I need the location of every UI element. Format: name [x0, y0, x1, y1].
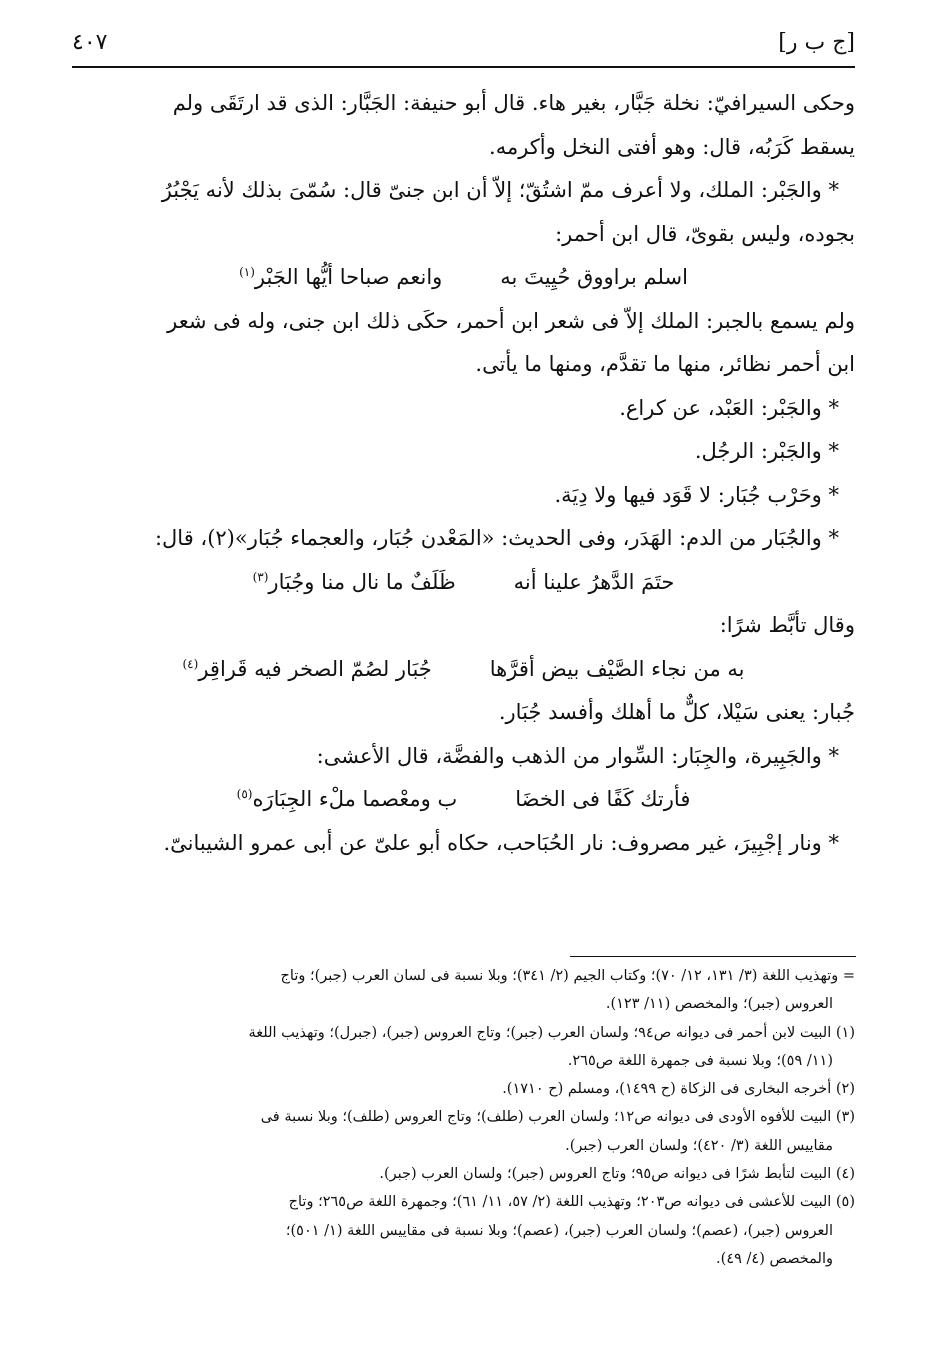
entry-body — [72, 82, 855, 865]
footnote-line: والمخصص (٤/ ٤٩). — [716, 1250, 833, 1267]
verse-line — [72, 256, 855, 300]
header-rule — [72, 66, 855, 68]
footnote-line: = وتهذيب اللغة (٣/ ١٣١، ١٢/ ٧٠)؛ وكتاب الجيم (٢/ ٣٤١)؛ وبلا نسبة فى لسان العرب (جبر)؛ وتاج — [280, 968, 855, 984]
verse-line — [72, 561, 855, 605]
footnote-rule — [570, 956, 856, 957]
verse-line — [72, 648, 855, 692]
body-line: * والجُبَار من الدم: الهَدَر، وفى الحديث: «المَعْدن جُبَار، والعجماء جُبَار»(٢)، قال: — [154, 526, 839, 550]
hemistich-text: وانعم صباحا أيُّها الجَبْر — [254, 265, 443, 289]
body-line: بجوده، وليس بقوىّ، قال ابن أحمر: — [555, 221, 855, 246]
footnote-line: (٥) البيت للأعشى فى ديوانه ص٢٠٣؛ وتهذيب اللغة (٢/ ٥٧، ١١/ ٦١)؛ وجمهرة اللغة ص٢٦٥؛ وتاج — [288, 1194, 855, 1211]
body-line: * ونار إجْبِيرَ، غير مصروف: نار الحُبَاحب، حكاه أبو علىّ عن أبى عمرو الشيبانىّ. — [163, 830, 839, 855]
verse-hemistich-first: فأرتك كَفًا فى الخضَا — [515, 787, 691, 811]
verse-hemistich-second: جُبَار لصُمّ الصخر فيه قَراقِر(٤) — [182, 648, 431, 692]
page-number: ٤٠٧ — [72, 30, 108, 55]
verse-hemistich-first: به من نجاء الصَّيْف بيض أقرَّها — [489, 656, 745, 681]
body-line: * وحَرْب جُبَار: لا قَوَد فيها ولا دِيَة. — [554, 482, 839, 507]
footnote-line: (٣) البيت للأفوه الأودى فى ديوانه ص١٢؛ ولسان العرب (طلف)؛ وتاج العروس (طلف)؛ وبلا نسبة فى — [260, 1109, 855, 1126]
verse-line — [72, 778, 855, 822]
footnotes — [72, 962, 855, 1273]
footnote-line: (١) البيت لابن أحمر فى ديوانه ص٩٤؛ ولسان العرب (جبر)؛ وتاج العروس (جبر)، (جبرل)؛ وتهذيب اللغة — [248, 1024, 855, 1041]
body-line: * والجَبِيرة، والجِبَار: السِّوار من الذهب والفضَّة، قال الأعشى: — [316, 743, 839, 768]
verse-hemistich-first: حتَمَ الدَّهرُ علينا أنه — [513, 569, 675, 594]
footnote-line: مقاييس اللغة (٣/ ٤٢٠)؛ ولسان العرب (جبر). — [565, 1137, 833, 1154]
page-header — [72, 30, 855, 60]
footnote-line: (٢) أخرجه البخارى فى الزكاة (ح ١٤٩٩)، ومسلم (ح ١٧١٠). — [502, 1081, 855, 1098]
body-line: * والجَبْر: الرجُل. — [694, 439, 839, 463]
verse-hemistich-second: ظَلَفٌ ما نال منا وجُبَار(٣) — [253, 561, 456, 605]
body-line: * والجَبْر: العَبْد، عن كراع. — [619, 395, 839, 420]
body-line: وحكى السيرافيّ: نخلة جَبَّار، بغير هاء. قال أبو حنيفة: الجَبَّار: الذى قد ارتَقَى ولم — [172, 91, 855, 115]
body-line: ابن أحمر نظائر، منها ما تقدَّم، ومنها ما يأتى. — [475, 352, 855, 376]
footnote-line: العروس (جبر)، (عصم)؛ ولسان العرب (جبر)، (عصم)؛ وبلا نسبة فى مقاييس اللغة (١/ ٥٠١)؛ — [285, 1222, 833, 1239]
footnote-line: العروس (جبر)؛ والمخصص (١١/ ١٢٣). — [605, 996, 833, 1013]
body-line: جُبار: يعنى سَيْلا، كلٌّ ما أهلك وأفسد جُبَار. — [498, 700, 855, 724]
body-line: وقال تأبَّط شرًا: — [719, 613, 855, 637]
footnote-line: (١١/ ٥٩)؛ وبلا نسبة فى جمهرة اللغة ص٢٦٥. — [567, 1052, 833, 1069]
body-line: * والجَبْر: الملك، ولا أعرف ممّ اشتُقّ؛ إلاّ أن ابن جنىّ قال: سُمّىَ بذلك لأنه يَجْبُرُ — [161, 178, 839, 202]
root-letters: [ج ب ر] — [778, 30, 855, 55]
footnote-line: (٤) البيت لتأبط شرًا فى ديوانه ص٩٥؛ وتاج العروس (جبر)؛ ولسان العرب (جبر). — [379, 1166, 855, 1183]
hemistich-text: ب ومعْصما ملْء الجِبَارَه — [252, 787, 458, 811]
verse-hemistich-second: ب ومعْصما ملْء الجِبَارَه(٥) — [237, 778, 458, 822]
body-line: ولم يسمع بالجبر: الملك إلاّ فى شعر ابن أحمر، حكَى ذلك ابن جنى، وله فى شعر — [167, 308, 855, 333]
verse-hemistich-first: اسلم براووق حُيِيتَ به — [500, 265, 688, 289]
body-line: يسقط كَرَبُه، قال: وهو أفتى النخل وأكرمه. — [489, 134, 855, 159]
verse-hemistich-second: وانعم صباحا أيُّها الجَبْر(١) — [239, 256, 442, 300]
hemistich-text: ظَلَفٌ ما نال منا وجُبَار — [268, 569, 456, 594]
hemistich-text: جُبَار لصُمّ الصخر فيه قَراقِر — [198, 656, 432, 681]
